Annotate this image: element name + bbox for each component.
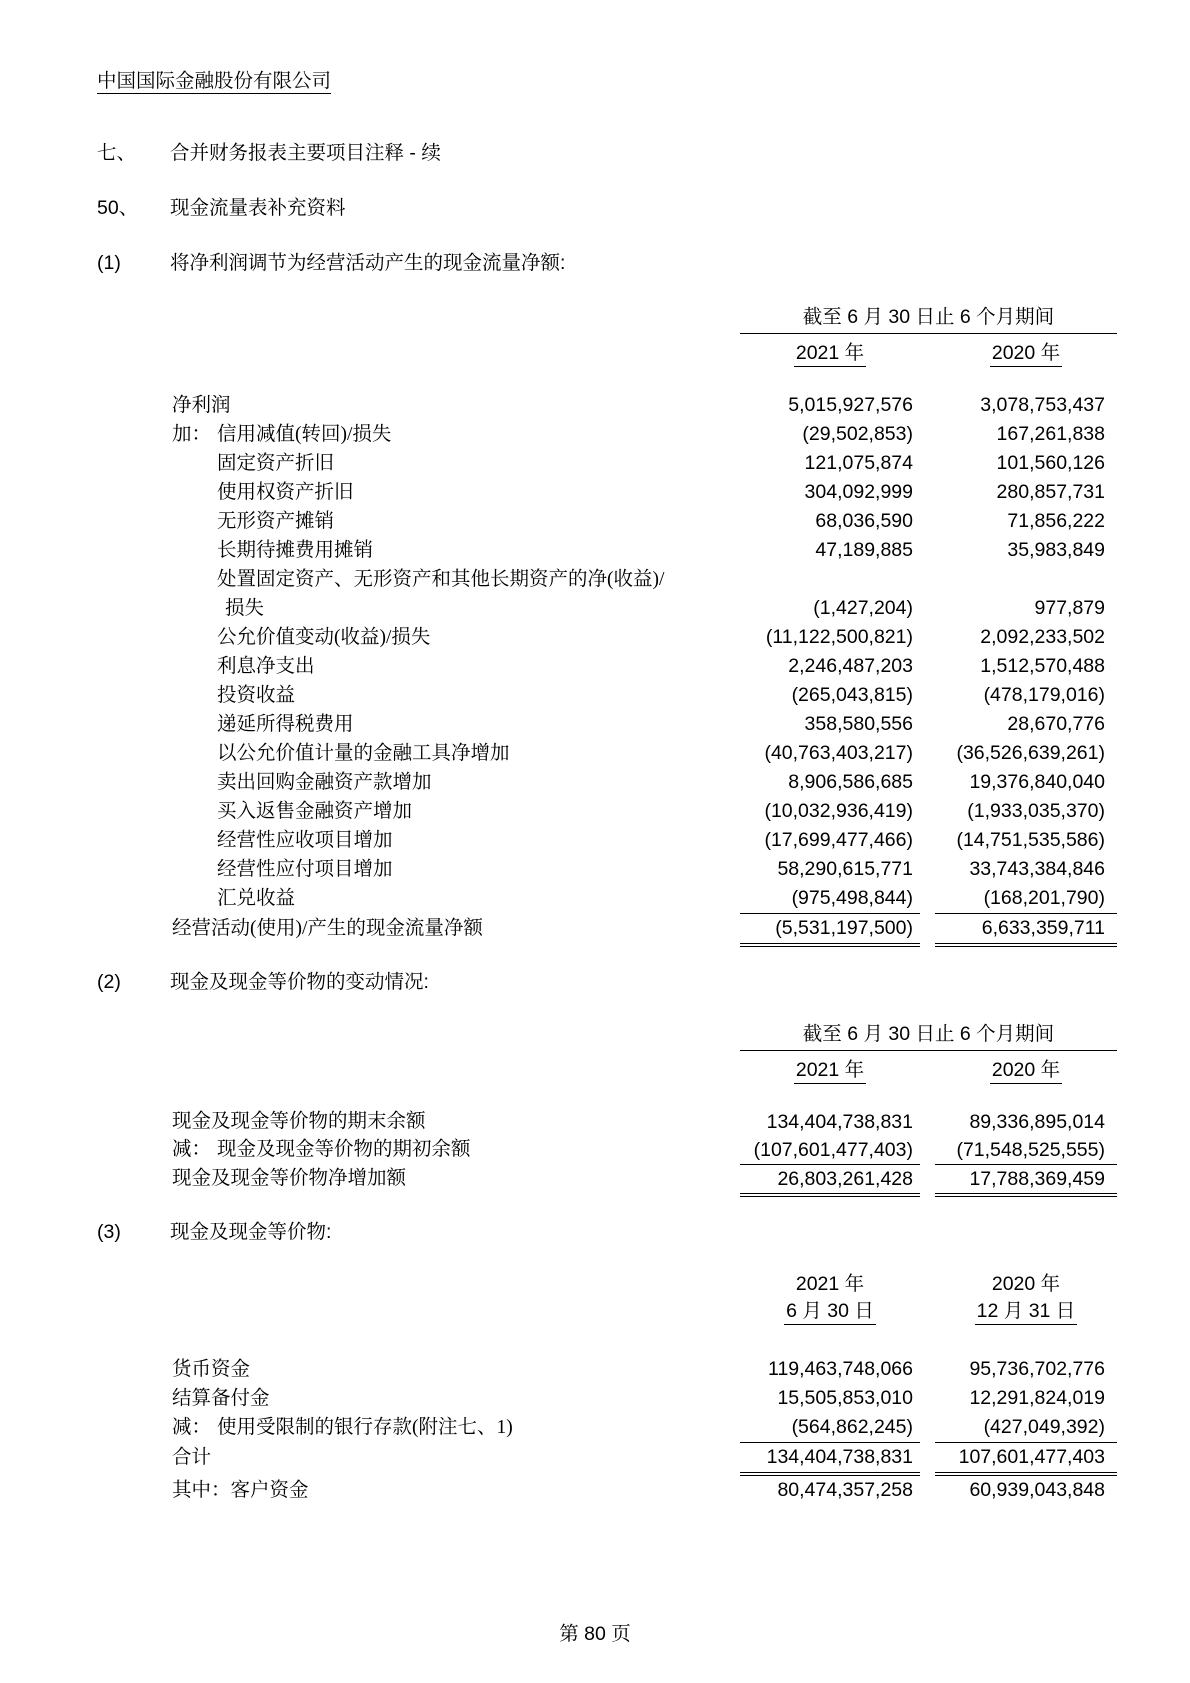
column-gap xyxy=(920,536,935,565)
row-label-text: 现金及现金等价物净增加额 xyxy=(172,1168,407,1189)
row-label-text: 买入返售金融资产增加 xyxy=(217,801,413,822)
column-gap xyxy=(920,855,935,884)
row-value-2021: (40,763,403,217) xyxy=(764,742,913,764)
subsection-2-title: 现金及现金等价物的变动情况: xyxy=(170,971,429,993)
row-value-2021: 119,463,748,066 xyxy=(768,1358,913,1380)
company-name-text: 中国国际金融股份有限公司 xyxy=(97,71,332,92)
row-value-2020: (71,548,525,555) xyxy=(935,1136,1117,1165)
column-gap xyxy=(920,884,935,914)
table-row xyxy=(172,710,1117,739)
table-row xyxy=(172,855,1117,884)
subsection-3-number: (3) xyxy=(97,1221,121,1243)
row-value-2021: (1,427,204) xyxy=(813,597,913,619)
row-label-text: 经营性应付项目增加 xyxy=(217,859,393,880)
row-value-2021: 2,246,487,203 xyxy=(788,655,913,677)
header-spacer xyxy=(172,306,740,334)
subsection-2-number: (2) xyxy=(97,971,121,993)
column-gap xyxy=(920,768,935,797)
row-prefix: 减： xyxy=(172,1139,212,1160)
column-gap xyxy=(920,449,935,478)
row-value-2020: (1,933,035,370) xyxy=(967,800,1105,822)
row-value-2020: 19,376,840,040 xyxy=(969,771,1105,793)
row-value-2020: 95,736,702,776 xyxy=(969,1358,1105,1380)
header-gap xyxy=(920,1268,935,1296)
row-label-text: 货币资金 xyxy=(172,1359,251,1380)
row-value-2021: 134,404,738,831 xyxy=(740,1443,920,1476)
column-gap xyxy=(920,623,935,652)
page-number: 第 80 页 xyxy=(559,1623,631,1645)
year-header-row xyxy=(172,1059,1117,1082)
row-label xyxy=(172,768,740,797)
row-label-text: 使用受限制的银行存款(附注七、1) xyxy=(217,1417,513,1438)
row-value-2021: (11,122,500,821) xyxy=(765,626,913,648)
table-row xyxy=(172,1108,1117,1136)
table-row xyxy=(172,826,1117,855)
row-label-text: 长期待摊费用摊销 xyxy=(217,540,374,561)
row-value-2020: 107,601,477,403 xyxy=(935,1443,1117,1476)
row-value-2020: 33,743,384,846 xyxy=(969,858,1105,880)
row-value-2021: (975,498,844) xyxy=(740,884,920,914)
company-name xyxy=(97,70,331,94)
row-label-text: 处置固定资产、无形资产和其他长期资产的净(收益)/ xyxy=(217,569,665,590)
row-label-text: 递延所得税费用 xyxy=(217,714,354,735)
row-value-2021: (29,502,853) xyxy=(802,423,913,445)
row-value-2020: 3,078,753,437 xyxy=(980,394,1105,416)
row-value-2021: 358,580,556 xyxy=(804,713,913,735)
header-spacer xyxy=(172,1300,740,1323)
period-header-row xyxy=(172,306,1117,334)
row-value-2020: 280,857,731 xyxy=(996,481,1105,503)
column-gap xyxy=(920,914,935,947)
row-label xyxy=(172,565,740,594)
subsection-3-title: 现金及现金等价物: xyxy=(170,1221,332,1243)
row-label-text: 利息净支出 xyxy=(217,656,315,677)
row-label xyxy=(172,826,740,855)
row-value-2021: (564,862,245) xyxy=(740,1413,920,1443)
header-spacer xyxy=(172,1023,740,1051)
row-value-2020 xyxy=(935,565,1117,594)
column-gap xyxy=(920,1476,935,1505)
row-value-2020: (14,751,535,586) xyxy=(956,829,1105,851)
row-label xyxy=(172,449,740,478)
row-label xyxy=(172,855,740,884)
table-row xyxy=(172,797,1117,826)
col-header-2020: 2020 年 xyxy=(935,342,1117,365)
row-prefix: 减： xyxy=(172,1417,212,1438)
header-spacer xyxy=(172,342,740,365)
row-value-2020: 12,291,824,019 xyxy=(969,1387,1105,1409)
date-header-row xyxy=(172,1300,1117,1323)
subsection-2-heading xyxy=(97,970,429,994)
header-gap xyxy=(920,1300,935,1323)
row-label-text: 经营活动(使用)/产生的现金流量净额 xyxy=(172,918,483,939)
year-header-row xyxy=(172,1268,1117,1296)
subsection-1-heading xyxy=(97,251,565,275)
row-value-2020: 6,633,359,711 xyxy=(935,914,1117,947)
row-label xyxy=(172,710,740,739)
table-row xyxy=(172,478,1117,507)
row-label-text: 客户资金 xyxy=(230,1480,309,1501)
row-value-2020: 71,856,222 xyxy=(1007,510,1105,532)
column-gap xyxy=(920,826,935,855)
table-body xyxy=(172,1108,1117,1197)
row-label xyxy=(172,536,740,565)
row-value-2020: 167,261,838 xyxy=(996,423,1105,445)
row-value-2020: 977,879 xyxy=(1034,597,1105,619)
period-header-row xyxy=(172,1023,1117,1051)
row-label xyxy=(172,797,740,826)
row-label xyxy=(172,652,740,681)
row-label xyxy=(172,1355,740,1384)
table-row xyxy=(172,594,1117,623)
row-value-2021: (10,032,936,419) xyxy=(764,800,913,822)
table-row xyxy=(172,391,1117,420)
column-gap xyxy=(920,1355,935,1384)
table-row xyxy=(172,652,1117,681)
row-value-2021: 121,075,874 xyxy=(804,452,913,474)
row-value-2020: 2,092,233,502 xyxy=(980,626,1105,648)
table-row xyxy=(172,420,1117,449)
table-body xyxy=(172,391,1117,947)
row-value-2021: 8,906,586,685 xyxy=(788,771,913,793)
column-gap xyxy=(920,1384,935,1413)
column-gap xyxy=(920,739,935,768)
column-gap xyxy=(920,478,935,507)
table-row xyxy=(172,884,1117,914)
table-row xyxy=(172,768,1117,797)
subsection-1-number: (1) xyxy=(97,252,121,274)
table-row xyxy=(172,1413,1117,1443)
column-gap xyxy=(920,1136,935,1165)
column-gap xyxy=(920,710,935,739)
column-gap xyxy=(920,565,935,594)
row-label xyxy=(172,1108,740,1136)
row-label-text: 无形资产摊销 xyxy=(217,511,335,532)
row-value-2020: 17,788,369,459 xyxy=(935,1165,1117,1197)
col-header-2021: 2021 年 xyxy=(740,1059,920,1082)
col-header-2021: 2021 年 xyxy=(795,1273,865,1295)
row-value-2021: 134,404,738,831 xyxy=(766,1111,913,1133)
column-gap xyxy=(920,391,935,420)
table-row xyxy=(172,1165,1117,1197)
row-value-2021: 304,092,999 xyxy=(804,481,913,503)
row-value-2021: (107,601,477,403) xyxy=(740,1136,920,1165)
cash-equivalents-table xyxy=(172,1268,1117,1505)
table-row xyxy=(172,1136,1117,1165)
table-row xyxy=(172,1355,1117,1384)
table-row xyxy=(172,739,1117,768)
row-label xyxy=(172,681,740,710)
row-label xyxy=(172,420,740,449)
header-spacer xyxy=(172,1059,740,1082)
chapter-number: 七、 xyxy=(97,142,137,164)
column-gap xyxy=(920,1443,935,1476)
row-value-2020: 28,670,776 xyxy=(1007,713,1105,735)
row-label-text: 现金及现金等价物的期初余额 xyxy=(217,1139,471,1160)
row-label-text: 公允价值变动(收益)/损失 xyxy=(217,627,431,648)
row-label xyxy=(172,1413,740,1443)
row-label-text: 使用权资产折旧 xyxy=(217,482,354,503)
note-title: 现金流量表补充资料 xyxy=(170,197,346,219)
row-label xyxy=(172,1476,740,1505)
row-value-2020: 101,560,126 xyxy=(996,452,1105,474)
row-value-2020: 89,336,895,014 xyxy=(969,1111,1105,1133)
table-row xyxy=(172,623,1117,652)
row-prefix: 其中： xyxy=(172,1480,231,1501)
row-value-2021 xyxy=(740,565,920,594)
row-label-text: 信用减值(转回)/损失 xyxy=(217,424,392,445)
table-row xyxy=(172,1476,1117,1505)
row-label xyxy=(172,914,740,947)
column-gap xyxy=(920,507,935,536)
row-value-2020: (427,049,392) xyxy=(935,1413,1117,1443)
row-value-2020: 1,512,570,488 xyxy=(980,655,1105,677)
subsection-1-title: 将净利润调节为经营活动产生的现金流量净额: xyxy=(170,252,566,274)
column-gap xyxy=(920,652,935,681)
row-label-text: 结算备付金 xyxy=(172,1388,270,1409)
row-value-2020: 60,939,043,848 xyxy=(969,1479,1105,1501)
table-body xyxy=(172,1355,1117,1505)
row-label-text: 投资收益 xyxy=(217,685,296,706)
row-label-text: 卖出回购金融资产款增加 xyxy=(217,772,432,793)
header-gap xyxy=(920,1059,935,1082)
row-label xyxy=(172,391,740,420)
row-label xyxy=(172,507,740,536)
chapter-heading xyxy=(97,141,441,165)
row-label xyxy=(172,594,740,623)
table-row xyxy=(172,507,1117,536)
cash-change-table xyxy=(172,1023,1117,1197)
row-value-2021: 58,290,615,771 xyxy=(777,858,913,880)
column-gap xyxy=(920,420,935,449)
row-label-text: 以公允价值计量的金融工具净增加 xyxy=(217,743,510,764)
row-value-2021: (265,043,815) xyxy=(791,684,913,706)
row-prefix: 加： xyxy=(172,424,212,445)
row-label-text: 净利润 xyxy=(172,395,231,416)
col-header-2021: 2021 年 xyxy=(740,342,920,365)
subsection-3-heading xyxy=(97,1220,331,1244)
column-gap xyxy=(920,594,935,623)
period-header: 截至 6 月 30 日止 6 个月期间 xyxy=(740,1023,1117,1051)
table-row xyxy=(172,449,1117,478)
column-gap xyxy=(920,1108,935,1136)
row-value-2021: 15,505,853,010 xyxy=(777,1387,913,1409)
column-gap xyxy=(920,1165,935,1197)
row-value-2021: 68,036,590 xyxy=(815,510,913,532)
chapter-title: 合并财务报表主要项目注释 - 续 xyxy=(170,142,441,164)
column-gap xyxy=(920,681,935,710)
row-label xyxy=(172,478,740,507)
row-label xyxy=(172,1165,740,1197)
table-row xyxy=(172,536,1117,565)
table-row xyxy=(172,681,1117,710)
col-header-dec31: 12 月 31 日 xyxy=(935,1300,1117,1323)
col-header-2020: 2020 年 xyxy=(991,1273,1061,1295)
col-header-june30: 6 月 30 日 xyxy=(740,1300,920,1323)
col-header-2020: 2020 年 xyxy=(935,1059,1117,1082)
table-row xyxy=(172,565,1117,594)
note-number: 50、 xyxy=(97,197,139,219)
row-value-2021: 47,189,885 xyxy=(815,539,913,561)
row-value-2020: (478,179,016) xyxy=(983,684,1105,706)
net-profit-reconciliation-table xyxy=(172,306,1117,947)
row-label xyxy=(172,623,740,652)
row-label xyxy=(172,739,740,768)
row-label xyxy=(172,1443,740,1476)
note-heading xyxy=(97,196,346,220)
row-label-text: 现金及现金等价物的期末余额 xyxy=(172,1111,426,1132)
row-value-2021: (17,699,477,466) xyxy=(764,829,913,851)
row-value-2020: 35,983,849 xyxy=(1007,539,1105,561)
row-value-2021: 26,803,261,428 xyxy=(740,1165,920,1197)
row-value-2021: 5,015,927,576 xyxy=(788,394,913,416)
header-gap xyxy=(920,342,935,365)
row-label-text: 汇兑收益 xyxy=(217,888,296,909)
row-label-text: 固定资产折旧 xyxy=(217,453,335,474)
row-value-2020: (36,526,639,261) xyxy=(956,742,1105,764)
row-label-text: 损失 xyxy=(225,598,265,619)
row-label xyxy=(172,884,740,914)
period-header: 截至 6 月 30 日止 6 个月期间 xyxy=(740,306,1117,334)
year-header-row xyxy=(172,342,1117,365)
row-value-2021: (5,531,197,500) xyxy=(740,914,920,947)
row-value-2021: 80,474,357,258 xyxy=(777,1479,913,1501)
column-gap xyxy=(920,1413,935,1443)
column-gap xyxy=(920,797,935,826)
row-label-text: 经营性应收项目增加 xyxy=(217,830,393,851)
table-row xyxy=(172,1384,1117,1413)
row-value-2020: (168,201,790) xyxy=(935,884,1117,914)
row-label xyxy=(172,1384,740,1413)
table-row xyxy=(172,1443,1117,1476)
row-label-text: 合计 xyxy=(172,1447,212,1468)
table-row xyxy=(172,914,1117,947)
row-label xyxy=(172,1136,740,1165)
header-spacer xyxy=(172,1268,740,1296)
